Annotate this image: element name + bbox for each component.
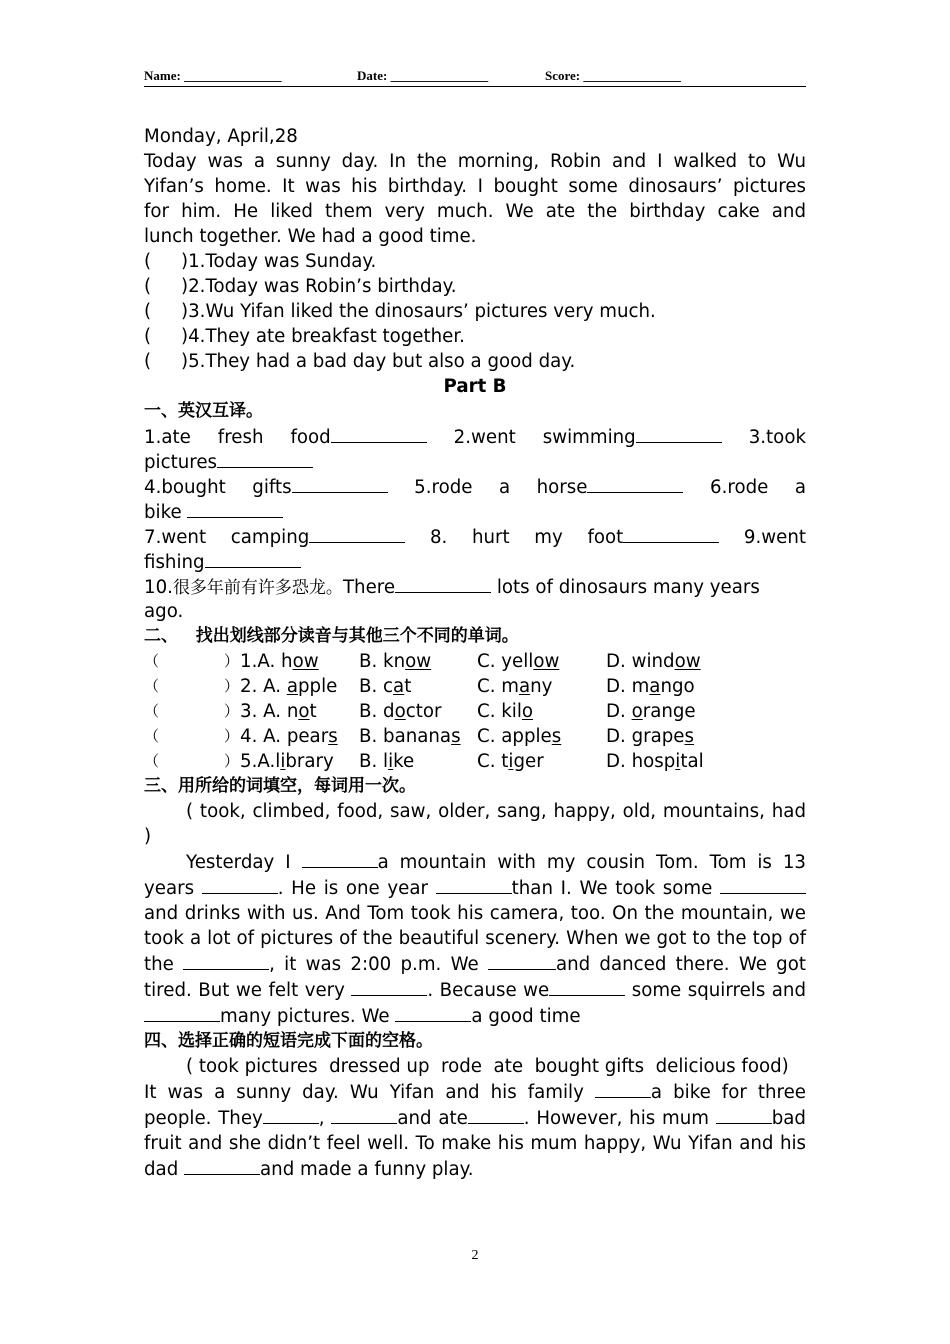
option-d: [606, 649, 701, 674]
answer-blank[interactable]: [205, 549, 301, 568]
item-text: 7.went camping: [144, 527, 310, 548]
tf-question: [144, 299, 806, 324]
part-b-heading: Part B: [443, 376, 507, 397]
answer-paren[interactable]: (: [144, 251, 152, 272]
option-c: [477, 674, 552, 699]
answer-blank[interactable]: [595, 1079, 651, 1098]
answer-paren-open[interactable]: （: [144, 752, 160, 770]
option-text: C. m: [477, 676, 519, 697]
item-text: There: [342, 577, 396, 598]
item-text: pictures: [144, 452, 217, 473]
cloze-text: some squirrels and: [625, 980, 807, 1001]
question-text: )5.They had a bad day but also a good day.: [181, 351, 576, 372]
worksheet-body: [144, 124, 806, 1182]
option-b: [359, 674, 411, 699]
item-text: fishing: [144, 552, 205, 573]
underlined-letters: ow: [533, 651, 560, 672]
answer-blank[interactable]: [184, 1156, 260, 1175]
answer-blank[interactable]: [144, 1003, 220, 1022]
phrase-bank: ( took pictures dressed up rode ate bought gifts delicious food): [186, 1056, 789, 1077]
option-text: 4. A. pear: [240, 726, 329, 747]
option-text: C. kil: [477, 701, 522, 722]
option-text: B. kn: [359, 651, 406, 672]
fill-text: and ate: [397, 1108, 468, 1129]
cloze-text: than I. We took some: [511, 878, 720, 899]
item-text: 6.rode a: [710, 477, 806, 498]
answer-blank[interactable]: [302, 849, 378, 868]
tf-question: [144, 249, 806, 274]
translate-line: [144, 474, 806, 499]
answer-paren-close: ）: [224, 652, 240, 670]
word-bank: ( took, climbed, food, saw, older, sang, happy, old, mountains, had ): [144, 801, 806, 847]
translate-line: [144, 499, 806, 524]
underlined-letters: i: [675, 751, 681, 772]
tf-question: [144, 274, 806, 299]
answer-paren-open[interactable]: （: [144, 702, 160, 720]
fill-text: . However, his mum: [523, 1108, 716, 1129]
passage-line: for him. He liked them very much. We ate the birthday cake and: [144, 201, 806, 222]
answer-paren[interactable]: (: [144, 326, 152, 347]
phonics-question: [144, 724, 806, 749]
phonics-question: [144, 674, 806, 699]
option-a: [240, 724, 338, 749]
option-d: [606, 749, 704, 774]
item-text: 8. hurt my foot: [429, 527, 624, 548]
item-text: 9.went: [743, 527, 806, 548]
answer-blank[interactable]: [716, 1105, 772, 1124]
option-text: C. yell: [477, 651, 534, 672]
underlined-letters: o: [394, 701, 406, 722]
option-c: [477, 724, 561, 749]
underlined-letters: s: [551, 726, 562, 747]
option-c: [477, 699, 533, 724]
option-d: [606, 674, 695, 699]
option-a: [240, 749, 334, 774]
answer-paren-close: ）: [224, 702, 240, 720]
passage-line: Yifan’s home. It was his birthday. I bought some dinosaurs’ pictures: [144, 176, 806, 197]
underlined-letters: o: [631, 701, 643, 722]
item-text: 1.ate fresh food: [144, 427, 331, 448]
cloze-text: and drinks with us. And Tom took his camera, too. On the mountain, we took a lot of pictures of the beautiful scenery. When we got to the top of the: [144, 903, 806, 975]
option-c: [477, 749, 544, 774]
underlined-letters: ow: [292, 651, 319, 672]
answer-blank[interactable]: [217, 449, 313, 468]
cloze-passage: [144, 849, 806, 1029]
option-text: D. m: [606, 676, 650, 697]
answer-blank[interactable]: [395, 574, 491, 593]
option-b: [359, 724, 461, 749]
question-text: )4.They ate breakfast together.: [181, 326, 465, 347]
answer-paren-open[interactable]: （: [144, 677, 160, 695]
passage-line: lunch together. We had a good time.: [144, 226, 477, 247]
page-header: [144, 64, 806, 87]
cloze-text: and danced there. We got tired. But we felt very: [144, 954, 806, 1001]
question-text: )1.Today was Sunday.: [181, 251, 377, 272]
option-text: B. d: [359, 701, 395, 722]
phonics-question: [144, 649, 806, 674]
answer-blank[interactable]: [187, 499, 283, 518]
item-text: 3.took: [748, 427, 806, 448]
underlined-letters: a: [649, 676, 661, 697]
option-text: D. grape: [606, 726, 685, 747]
translate-line: ago.: [144, 601, 184, 622]
option-d: [606, 699, 696, 724]
option-text: B. l: [359, 751, 389, 772]
fill-passage: [144, 1079, 806, 1182]
answer-blank[interactable]: [395, 1003, 471, 1022]
date-field-label: Date: _______________: [357, 68, 489, 83]
cloze-text: . He is one year: [277, 878, 436, 899]
answer-paren-open[interactable]: （: [144, 727, 160, 745]
answer-blank[interactable]: [587, 474, 683, 493]
answer-blank[interactable]: [331, 424, 427, 443]
answer-blank[interactable]: [202, 875, 278, 894]
name-field-label: Name: _______________: [144, 68, 282, 83]
option-text: ny: [530, 676, 553, 697]
question-text: )3.Wu Yifan liked the dinosaurs’ pictures very much.: [181, 301, 656, 322]
fill-text: ,: [318, 1108, 332, 1129]
passage-date: Monday, April,28: [144, 126, 298, 147]
underlined-letters: a: [393, 676, 405, 697]
option-b: [359, 699, 441, 724]
option-text: D. hosp: [606, 751, 676, 772]
underlined-letters: i: [508, 751, 514, 772]
underlined-letters: s: [451, 726, 461, 747]
item-text: 4.bought gifts: [144, 477, 292, 498]
underlined-letters: o: [521, 701, 534, 722]
answer-paren[interactable]: (: [144, 351, 152, 372]
option-text: D. wind: [606, 651, 675, 672]
underlined-letters: ow: [674, 651, 701, 672]
option-text: pple: [297, 676, 338, 697]
section-3-title: 三、用所给的词填空，每词用一次。: [144, 776, 416, 796]
answer-blank[interactable]: [436, 875, 512, 894]
tf-question: [144, 324, 806, 349]
underlined-letters: s: [328, 726, 338, 747]
question-text: )2.Today was Robin’s birthday.: [181, 276, 457, 297]
option-text: D.: [606, 701, 632, 722]
cloze-text: a mountain with my cousin Tom. Tom is 13 years: [144, 852, 807, 899]
underlined-letters: a: [286, 676, 298, 697]
underlined-letters: a: [518, 676, 531, 697]
option-a: [240, 674, 337, 699]
phonics-question: [144, 699, 806, 724]
option-text: brary: [285, 751, 334, 772]
option-text: ger: [513, 751, 544, 772]
cloze-text: a good time: [471, 1006, 581, 1027]
option-text: range: [642, 701, 696, 722]
answer-paren-close: ）: [224, 727, 240, 745]
translate-line: [144, 549, 806, 574]
option-text: 5.A.l: [240, 751, 281, 772]
translate-line: [144, 424, 806, 449]
answer-blank[interactable]: [636, 424, 722, 443]
underlined-letters: o: [298, 701, 310, 722]
fill-text: It was a sunny day. Wu Yifan and his family: [144, 1082, 595, 1103]
option-text: ke: [393, 751, 415, 772]
page-number: 2: [471, 1248, 479, 1263]
answer-blank[interactable]: [468, 1105, 524, 1124]
answer-blank[interactable]: [309, 524, 405, 543]
translate-line: [144, 574, 806, 599]
option-d: [606, 724, 694, 749]
option-text: ngo: [660, 676, 695, 697]
item-text: 5.rode a horse: [414, 477, 588, 498]
underlined-letters: s: [684, 726, 694, 747]
option-a: [240, 699, 317, 724]
translate-line: [144, 524, 806, 549]
score-field-label: Score: _______________: [545, 68, 681, 83]
fill-text: a bike for three people. They: [144, 1082, 806, 1129]
option-text: C. apple: [477, 726, 552, 747]
chinese-sentence: 很多年前有许多恐龙。: [172, 578, 343, 598]
answer-blank[interactable]: [488, 951, 556, 970]
fill-text: bad fruit and she didn’t feel well. To make his mum happy, Wu Yifan and his dad: [144, 1108, 806, 1180]
answer-paren-open[interactable]: （: [144, 652, 160, 670]
answer-paren-close: ）: [224, 752, 240, 770]
section-1-title: 一、英汉互译。: [144, 401, 263, 421]
option-text: 1.A. h: [240, 651, 293, 672]
section-4-title: 四、选择正确的短语完成下面的空格。: [144, 1031, 433, 1051]
option-b: [359, 749, 414, 774]
option-text: B. c: [359, 676, 394, 697]
option-text: B. banana: [359, 726, 452, 747]
cloze-text: Yesterday I: [186, 852, 302, 873]
option-text: ctor: [405, 701, 442, 722]
option-c: [477, 649, 559, 674]
translate-line: [144, 449, 806, 474]
tf-question: [144, 349, 806, 374]
option-text: t: [309, 701, 317, 722]
answer-paren[interactable]: (: [144, 301, 152, 322]
option-text: C. t: [477, 751, 509, 772]
item-text: bike: [144, 502, 188, 523]
answer-blank[interactable]: [292, 474, 388, 493]
cloze-text: . Because we: [427, 980, 550, 1001]
option-text: tal: [680, 751, 704, 772]
answer-blank[interactable]: [720, 875, 806, 894]
answer-blank[interactable]: [183, 951, 269, 970]
underlined-letters: ow: [405, 651, 432, 672]
item-text: 10.: [144, 577, 173, 598]
passage-line: Today was a sunny day. In the morning, Robin and I walked to Wu: [144, 151, 806, 172]
phonics-question: [144, 749, 806, 774]
section-2-title: 二、 找出划线部分读音与其他三个不同的单词。: [144, 626, 519, 646]
answer-blank[interactable]: [263, 1105, 319, 1124]
answer-blank[interactable]: [331, 1105, 397, 1124]
fill-text: and made a funny play.: [260, 1159, 474, 1180]
answer-blank[interactable]: [549, 977, 625, 996]
answer-paren[interactable]: (: [144, 276, 152, 297]
cloze-text: , it was 2:00 p.m. We: [269, 954, 488, 975]
option-b: [359, 649, 431, 674]
phonics-list: [144, 649, 806, 774]
underlined-letters: i: [280, 751, 286, 772]
option-text: 3. A. n: [240, 701, 299, 722]
option-text: 2. A.: [240, 676, 287, 697]
cloze-text: many pictures. We: [220, 1006, 396, 1027]
answer-paren-close: ）: [224, 677, 240, 695]
answer-blank[interactable]: [623, 524, 719, 543]
option-a: [240, 649, 319, 674]
item-text: 2.went swimming: [453, 427, 636, 448]
underlined-letters: i: [388, 751, 394, 772]
option-text: t: [404, 676, 412, 697]
item-text: lots of dinosaurs many years: [491, 577, 760, 598]
answer-blank[interactable]: [351, 977, 427, 996]
